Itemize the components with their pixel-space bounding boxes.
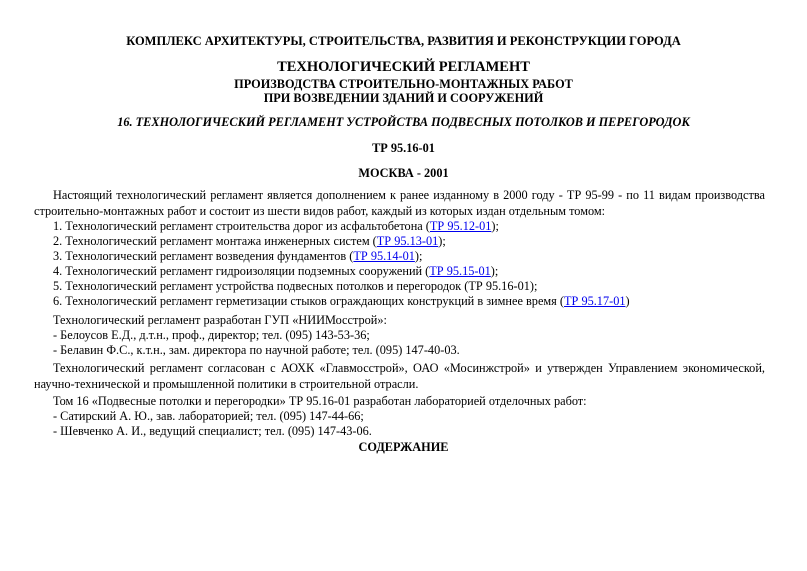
document-title: ТЕХНОЛОГИЧЕСКИЙ РЕГЛАМЕНТ [277, 59, 530, 75]
volume-link[interactable]: ТР 95.13-01 [376, 234, 439, 248]
volume-link[interactable]: ТР 95.14-01 [353, 249, 415, 263]
volume-text-end: ); [438, 234, 446, 248]
volume-link[interactable]: ТР 95.12-01 [429, 219, 492, 233]
city-year: МОСКВА - 2001 [358, 166, 449, 180]
developer-person: - Белавин Ф.С., к.т.н., зам. директора по научной работе; тел. (095) 147-40-03. [53, 343, 460, 357]
approval-paragraph: Технологический регламент согласован с АОХК «Главмосстрой», ОАО «Мосинжстрой» и утвержден Управлением экономической, научно-технической и промышленной политики в строительной отрасли. [34, 361, 765, 391]
document-subtitle-1: ПРОИЗВОДСТВА СТРОИТЕЛЬНО-МОНТАЖНЫХ РАБОТ [234, 77, 573, 91]
developer-line: Технологический регламент разработан ГУП «НИИМосстрой»: [53, 313, 387, 327]
developer-person: - Белоусов Е.Д., д.т.н., проф., директор; тел. (095) 143-53-36; [53, 328, 370, 342]
volume-text-end: ) [625, 294, 630, 308]
volume-text: 2. Технологический регламент монтажа инженерных систем ( [53, 234, 377, 248]
volume-list-item [53, 249, 422, 264]
volume-text-end: ); [414, 249, 423, 263]
volume16-person: - Шевченко А. И., ведущий специалист; тел. (095) 147-43-06. [53, 424, 372, 438]
volume-list-item [53, 279, 537, 294]
volume-text: 5. Технологический регламент устройства подвесных потолков и перегородок (ТР 95.16-01); [53, 279, 538, 293]
contents-heading: СОДЕРЖАНИЕ [358, 440, 449, 454]
organization-heading: КОМПЛЕКС АРХИТЕКТУРЫ, СТРОИТЕЛЬСТВА, РАЗВИТИЯ И РЕКОНСТРУКЦИИ ГОРОДА [126, 34, 681, 48]
volume16-line: Том 16 «Подвесные потолки и перегородки» ТР 95.16-01 разработан лабораторией отделочных работ: [53, 394, 587, 408]
volume-text-end: ); [491, 219, 499, 233]
volume-link[interactable]: ТР 95.17-01 [564, 294, 626, 308]
volume-list-item [53, 219, 499, 234]
intro-paragraph: Настоящий технологический регламент является дополнением к ранее изданному в 2000 году - ТР 95-99 - по 11 видам производства строительно-монтажных работ и состоит из шести видов работ, каждый из которых издан отдельным томом: [34, 188, 765, 218]
document-code: ТР 95.16-01 [372, 141, 435, 155]
volume-list-item [53, 294, 630, 309]
volume-text-end: ); [490, 264, 499, 278]
volume-text: 6. Технологический регламент герметизации стыков ограждающих конструкций в зимнее время ( [53, 294, 565, 308]
volume-text: 4. Технологический регламент гидроизоляции подземных сооружений ( [53, 264, 430, 278]
volume-link[interactable]: ТР 95.15-01 [429, 264, 491, 278]
volume-list-item [53, 264, 498, 279]
volume-list-item [53, 234, 446, 249]
document-subtitle-2: ПРИ ВОЗВЕДЕНИИ ЗДАНИЙ И СООРУЖЕНИЙ [263, 91, 544, 105]
volume-text: 3. Технологический регламент возведения фундаментов ( [53, 249, 354, 263]
volume-text: 1. Технологический регламент строительства дорог из асфальтобетона ( [53, 219, 430, 233]
volume-title: 16. ТЕХНОЛОГИЧЕСКИЙ РЕГЛАМЕНТ УСТРОЙСТВА ПОДВЕСНЫХ ПОТОЛКОВ И ПЕРЕГОРОДОК [117, 115, 690, 129]
volume16-person: - Сатирский А. Ю., зав. лабораторией; тел. (095) 147-44-66; [53, 409, 364, 423]
